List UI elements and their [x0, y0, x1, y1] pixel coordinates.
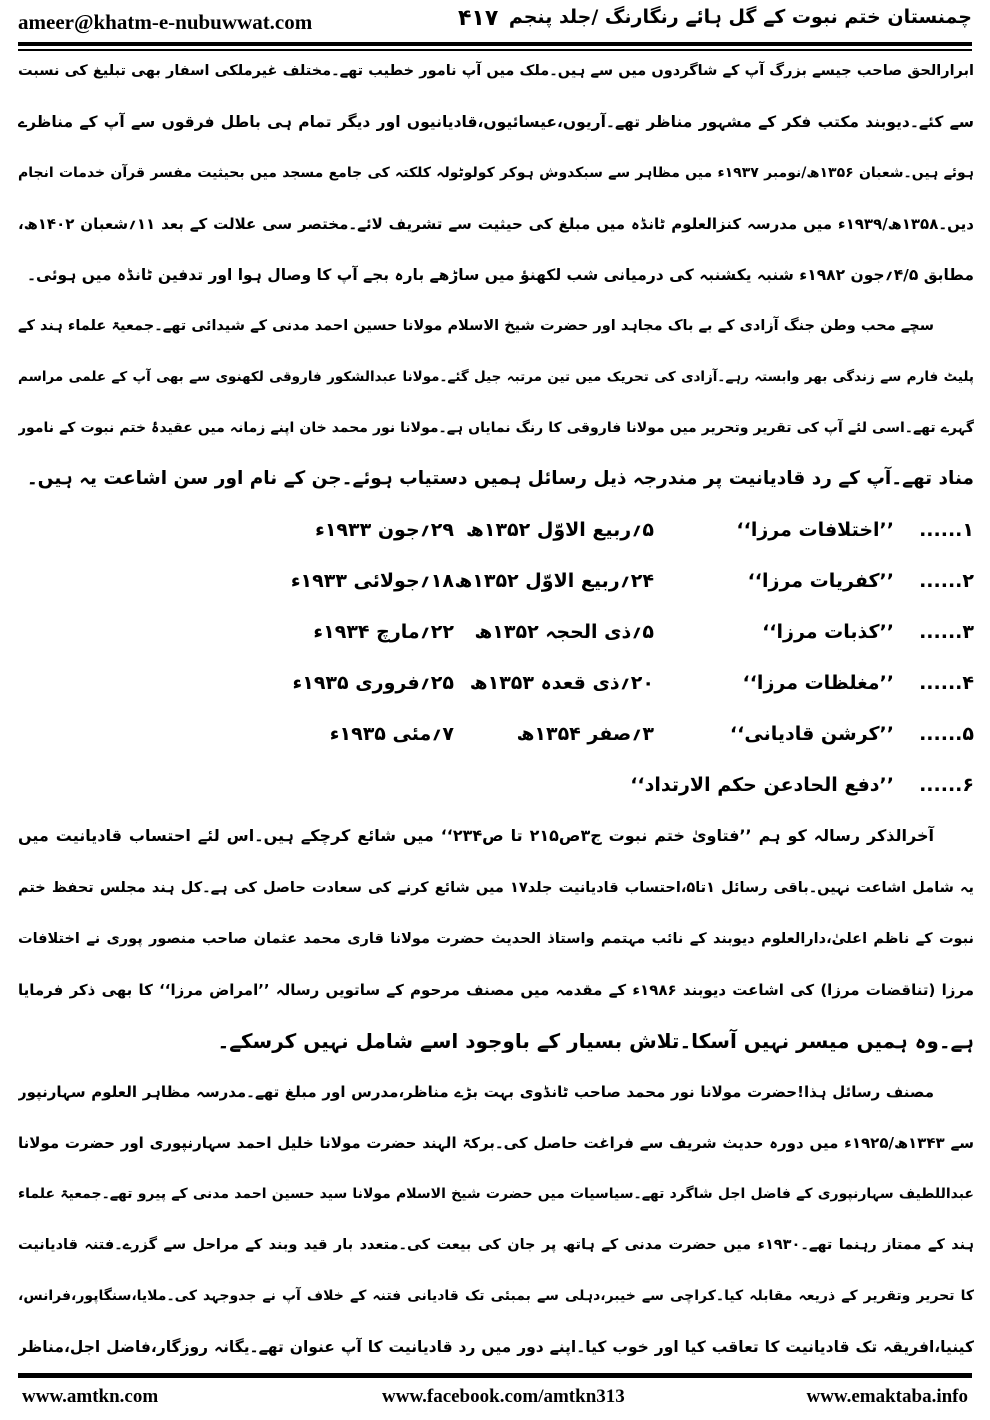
text-line: سے کئے۔دیوبند مکتب فکر کے مشہور مناظر تھے۔آریوں،عیسائیوں،قادیانیوں اور دیگر تمام ہی باطل فرقوں سے آپ کے مناظرے [18, 113, 974, 132]
text-line: کا تحریر وتقریر کے ذریعہ مقابلہ کیا۔کراچی سے خیبر،دہلی سے بمبئی تک قادیانی فتنہ کے خلاف آپ نے جدوجہد کی۔ملایا،سنگاپور،فرانس، [18, 1287, 974, 1304]
treatise-number: ۶...... [919, 774, 974, 797]
page-header [18, 6, 972, 40]
text-line: ہے۔وہ ہمیں میسر نہیں آسکا۔تلاش بسیار کے باوجود اسے شامل نہیں کرسکے۔ [217, 1028, 974, 1053]
page-body [18, 56, 974, 1362]
header-rule-thick [18, 42, 972, 46]
treatise-row [18, 617, 974, 647]
treatise-gregorian-date: ۲۲؍مارچ ۱۹۳۴ء [313, 621, 454, 644]
treatise-gregorian-date: ۷؍مئی ۱۹۳۵ء [329, 723, 454, 746]
treatise-gregorian-date: ۲۵؍فروری ۱۹۳۵ء [292, 672, 454, 695]
treatise-title: ’’کرشن قادیانی‘‘ [729, 723, 894, 746]
treatise-title: ’’دفع الحادعن حکم الارتداد‘‘ [630, 774, 894, 797]
text-line: یہ شامل اشاعت نہیں۔باقی رسائل ۱تا۵،احتساب قادیانیت جلد۱۷ میں شائع کرنے کی سعادت حاصل کی ہے۔کل ہند مجلس تحفظ ختم [18, 879, 974, 896]
text-line: مصنف رسائل ہذا!حضرت مولانا نور محمد صاحب ٹانڈوی بہت بڑے مناظر،مدرس اور مبلغ تھے۔مدرسہ مظاہر العلوم سہارنپور [18, 1082, 934, 1101]
treatise-title: ’’اختلافات مرزا‘‘ [736, 519, 894, 542]
treatise-hijri-date: ۵؍ربیع الاوّل ۱۳۵۲ھ [466, 519, 654, 542]
footer-link-emaktaba[interactable]: www.emaktaba.info [806, 1386, 968, 1407]
treatise-hijri-date: ۲۴؍ربیع الاوّل ۱۳۵۲ھ [454, 570, 654, 593]
treatise-hijri-date: ۳؍صفر ۱۳۵۴ھ [516, 723, 654, 746]
treatise-hijri-date: ۵؍ذی الحجہ ۱۳۵۲ھ [474, 621, 654, 644]
text-line: سچے محب وطن جنگ آزادی کے بے باک مجاہد اور حضرت شیخ الاسلام مولانا حسین احمد مدنی کے شیدائی تھے۔جمعیۃ علماء ہند کے [18, 318, 934, 335]
treatise-number: ۳...... [919, 621, 974, 644]
treatise-hijri-date: ۲۰؍ذی قعدہ ۱۳۵۳ھ [469, 672, 654, 695]
text-line: عبداللطیف سہارنپوری کے فاضل اجل شاگرد تھے۔سیاسیات میں حضرت شیخ الاسلام مولانا سید حسین احمد مدنی کے پیرو تھے۔جمعیۃ علماء [18, 1185, 974, 1202]
text-line: پلیٹ فارم سے زندگی بھر وابستہ رہے۔آزادی کی تحریک میں تین مرتبہ جیل گئے۔مولانا عبدالشکور فاروقی لکھنوی سے بھی آپ کے علمی مراسم [18, 369, 974, 386]
treatise-row [18, 719, 974, 749]
treatise-title: ’’کذبات مرزا‘‘ [762, 621, 894, 644]
page-number: ۴۱۷ [458, 6, 499, 31]
book-title: چمنستان ختم نبوت کے گل ہائے رنگارنگ /جلد پنجم [508, 6, 972, 28]
treatise-row [18, 515, 974, 545]
treatise-gregorian-date: ۲۹؍جون ۱۹۳۳ء [315, 519, 454, 542]
footer-link-amtkn[interactable]: www.amtkn.com [22, 1386, 159, 1407]
text-line: گہرے تھے۔اسی لئے آپ کی تقریر وتحریر میں مولانا فاروقی کا رنگ نمایاں ہے۔مولانا نور محمد خان اپنے زمانہ میں عقیدۂ ختم نبوت کے نامور [18, 420, 974, 437]
treatise-title: ’’مغلظات مرزا‘‘ [742, 672, 894, 695]
text-line: مرزا (تناقضات مرزا) کی اشاعت دیوبند ۱۹۸۶ء کے مقدمہ میں مصنف مرحوم کے ساتویں رسالہ ’’امراض مرزا‘‘ کا بھی ذکر فرمایا [18, 980, 974, 999]
text-line: دیں۔۱۳۵۸ھ/۱۹۳۹ء میں مدرسہ کنزالعلوم ٹانڈہ میں مبلغ کی حیثیت سے تشریف لائے۔مختصر سی علالت کے بعد ۱۱؍شعبان ۱۴۰۲ھ، [18, 215, 974, 234]
footer-link-facebook[interactable]: www.facebook.com/amtkn313 [382, 1386, 625, 1407]
text-line: کینیا،افریقہ تک قادیانیت کا تعاقب کیا اور خوب کیا۔اپنے دور میں رد قادیانیت کا آپ عنوان تھے۔یگانہ روزگار،فاضل اجل،مناظر [18, 1337, 974, 1356]
treatise-gregorian-date: ۱۸؍جولائی ۱۹۳۳ء [290, 570, 454, 593]
treatise-title: ’’کفریات مرزا‘‘ [747, 570, 894, 593]
text-line: سے ۱۳۴۳ھ/۱۹۲۵ء میں دورہ حدیث شریف سے فراغت حاصل کی۔برکۃ الہند حضرت مولانا خلیل احمد سہارنپوری اور حضرت مولانا [18, 1133, 974, 1152]
text-line: ابرارالحق صاحب جیسے بزرگ آپ کے شاگردوں میں سے ہیں۔ملک میں آپ نامور خطیب تھے۔مختلف غیرملکی اسفار بھی تبلیغ کی نسبت [18, 63, 974, 79]
text-line: آخرالذکر رسالہ کو ہم ’’فتاویٰ ختم نبوت ج۳ص۲۱۵ تا ص۲۳۴‘‘ میں شائع کرچکے ہیں۔اس لئے احتساب قادیانیت میں [18, 826, 934, 846]
text-line: مطابق ۴/۵؍جون ۱۹۸۲ء شنبہ یکشنبہ کی درمیانی شب لکھنؤ میں ساڑھے بارہ بجے آپ کا وصال ہوا اور تدفین ٹانڈہ میں ہوئی۔ [26, 266, 974, 285]
text-line: نبوت کے ناظم اعلیٰ،دارالعلوم دیوبند کے نائب مہتمم واستاذ الحدیث حضرت مولانا قاری محمد عثمان صاحب منصور پوری نے اختلافات [18, 930, 974, 947]
header-rule-thin [18, 49, 972, 51]
treatise-number: ۱...... [919, 519, 974, 542]
treatise-number: ۵...... [919, 723, 974, 746]
treatise-number: ۴...... [919, 672, 974, 695]
text-line: ہند کے ممتاز رہنما تھے۔۱۹۳۰ء میں حضرت مدنی کے ہاتھ پر جان کی بیعت کی۔متعدد بار قید وبند کے مراحل سے گزرے۔فتنہ قادیانیت [18, 1236, 974, 1253]
text-line: مناد تھے۔آپ کے رد قادیانیت پر مندرجہ ذیل رسائل ہمیں دستیاب ہوئے۔جن کے نام اور سن اشاعت یہ ہیں۔ [26, 468, 974, 490]
treatise-row [18, 668, 974, 698]
header-email: ameer@khatm-e-nubuwwat.com [18, 10, 313, 34]
treatise-row [18, 566, 974, 596]
text-line: ہوئے ہیں۔شعبان ۱۳۵۶ھ/نومبر ۱۹۳۷ء میں مظاہر سے سبکدوش ہوکر کولوٹولہ کلکتہ کی جامع مسجد میں بحیثیت مفسر قرآن خدمات انجام [18, 165, 974, 182]
treatise-number: ۲...... [919, 570, 974, 593]
treatise-row [18, 770, 974, 800]
footer-rule [18, 1373, 972, 1378]
